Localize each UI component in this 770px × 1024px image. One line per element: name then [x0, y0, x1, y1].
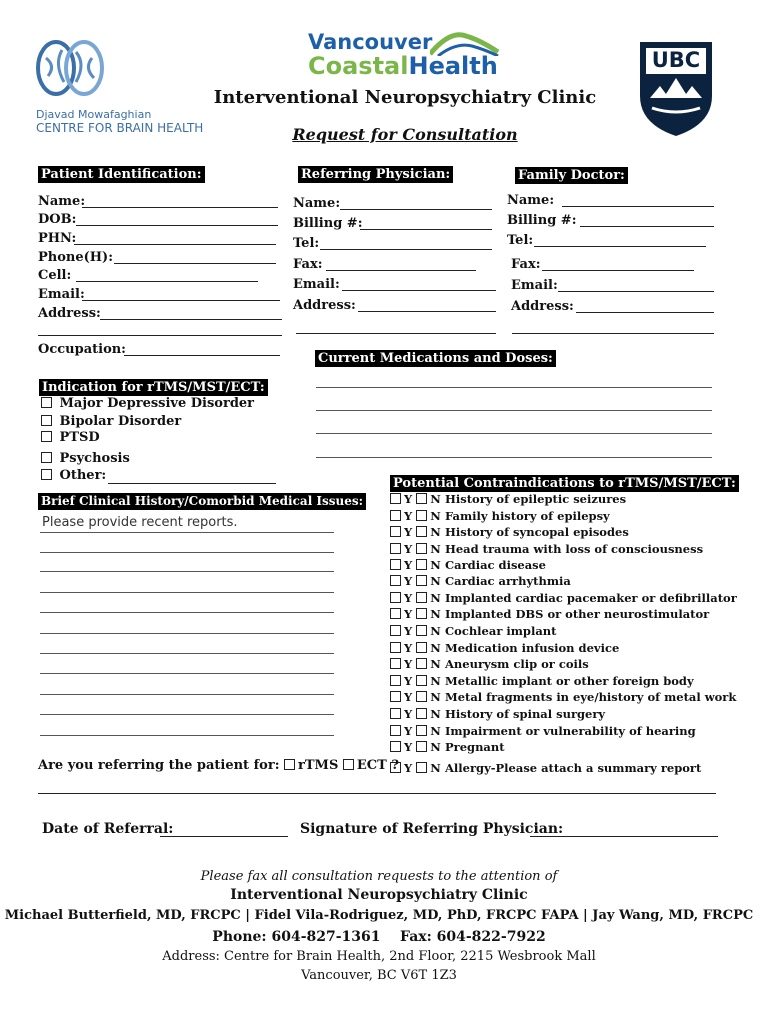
indication-bipolar[interactable] [41, 414, 181, 429]
family-section-heading: Family Doctor: [515, 167, 628, 184]
ref-billing-label: Billing #: [293, 216, 363, 231]
yes-label: Y [404, 574, 413, 588]
contraindication-label: Metallic implant or other foreign body [445, 674, 694, 688]
no-label: N [430, 542, 441, 556]
no-label: N [430, 509, 441, 523]
fam-tel-label: Tel: [507, 233, 534, 248]
no-label: N [430, 607, 441, 621]
date-of-referral-label: Date of Referral: [42, 821, 174, 837]
yes-no-options [390, 739, 445, 755]
signature-field[interactable] [530, 836, 718, 837]
referring-section-heading: Referring Physician: [298, 166, 453, 183]
no-label: N [430, 641, 441, 655]
contraindication-row [390, 524, 629, 540]
checkbox[interactable] [41, 415, 52, 426]
yes-label: Y [404, 641, 413, 655]
contraindication-label: Metal fragments in eye/history of metal work [445, 690, 737, 704]
page-title: Interventional Neuropsychiatry Clinic [213, 87, 597, 108]
ref-name-label: Name: [293, 196, 341, 211]
yes-no-options [390, 723, 445, 739]
yes-checkbox[interactable] [390, 493, 401, 504]
no-checkbox[interactable] [416, 708, 427, 719]
no-label: N [430, 674, 441, 688]
yes-checkbox[interactable] [390, 725, 401, 736]
checkbox[interactable] [41, 431, 52, 442]
yes-checkbox[interactable] [390, 642, 401, 653]
footer-contact [0, 929, 758, 945]
indication-mdd-label: Major Depressive Disorder [59, 396, 255, 411]
indication-other[interactable] [41, 468, 106, 483]
no-label: N [430, 761, 441, 775]
contraindication-label: Implanted cardiac pacemaker or defibrillator [445, 591, 737, 605]
contraindication-row [390, 656, 589, 672]
no-checkbox[interactable] [416, 510, 427, 521]
fam-address-label: Address: [511, 299, 574, 314]
fam-email-field[interactable] [558, 291, 714, 292]
yes-no-options [390, 590, 445, 606]
yes-checkbox[interactable] [390, 675, 401, 686]
fax-note: Please fax all consultation requests to the attention of [200, 869, 558, 884]
vch-coastal: Coastal [308, 52, 409, 80]
contraindications-section-heading: Potential Contraindications to rTMS/MST/ECT: [390, 475, 739, 492]
ref-billing-field[interactable] [360, 229, 492, 230]
no-label: N [430, 707, 441, 721]
yes-label: Y [404, 657, 413, 671]
yes-checkbox[interactable] [390, 592, 401, 603]
yes-no-options [390, 606, 445, 622]
patient-phn-field[interactable] [74, 244, 276, 245]
ref-fax-field[interactable] [326, 270, 476, 271]
yes-label: Y [404, 542, 413, 556]
no-checkbox[interactable] [416, 762, 427, 773]
history-line-10[interactable] [40, 714, 334, 715]
no-checkbox[interactable] [416, 658, 427, 669]
ref-email-field[interactable] [342, 290, 496, 291]
no-label: N [430, 558, 441, 572]
ect-label: ECT [356, 758, 387, 773]
contraindication-label: History of spinal surgery [445, 707, 606, 721]
yes-no-options [390, 557, 445, 573]
ref-address-label: Address: [293, 298, 356, 313]
yes-label: Y [404, 724, 413, 738]
yes-no-options [390, 656, 445, 672]
no-checkbox[interactable] [416, 642, 427, 653]
patient-section-heading: Patient Identification: [38, 166, 205, 183]
contraindication-row [390, 640, 619, 656]
yes-label: Y [404, 707, 413, 721]
yes-checkbox[interactable] [390, 691, 401, 702]
fam-name-field[interactable] [562, 206, 714, 207]
contraindication-row [390, 508, 610, 524]
indication-bipolar-label: Bipolar Disorder [59, 414, 182, 429]
contraindication-row [390, 606, 709, 622]
yes-no-options [390, 541, 445, 557]
history-line-1[interactable] [40, 532, 334, 533]
indication-section-heading: Indication for rTMS/MST/ECT: [39, 379, 268, 396]
no-checkbox[interactable] [416, 543, 427, 554]
patient-phone-label: Phone(H): [38, 250, 114, 265]
patient-name-field[interactable] [82, 207, 278, 208]
contraindication-row [390, 739, 505, 755]
ref-email-label: Email: [293, 277, 340, 292]
contraindication-row [390, 590, 737, 606]
no-label: N [430, 724, 441, 738]
footer-address: Address: Centre for Brain Health, 2nd Floor, 2215 Wesbrook Mall [162, 949, 596, 964]
contraindication-label: Allergy-Please attach a summary report [445, 761, 702, 775]
yes-no-options [390, 491, 445, 507]
referral-question-mark: ? [391, 758, 399, 773]
date-of-referral-field[interactable] [160, 836, 288, 837]
no-label: N [430, 624, 441, 638]
ref-tel-field[interactable] [320, 249, 492, 250]
contraindication-label: Impairment or vulnerability of hearing [445, 724, 696, 738]
fam-fax-field[interactable] [542, 270, 694, 271]
no-checkbox[interactable] [416, 592, 427, 603]
history-line-5[interactable] [40, 612, 334, 613]
yes-label: Y [404, 624, 413, 638]
yes-no-options [390, 706, 445, 722]
history-placeholder: Please provide recent reports. [42, 515, 238, 530]
rtms-label: rTMS [298, 758, 339, 773]
checkbox[interactable] [41, 397, 52, 408]
indication-ptsd[interactable] [41, 430, 100, 445]
fam-address-field-2[interactable] [512, 333, 714, 334]
no-checkbox[interactable] [416, 608, 427, 619]
contraindication-row [390, 706, 605, 722]
contraindication-row [390, 623, 556, 639]
contraindication-row [390, 723, 696, 739]
indication-other-label: Other: [59, 468, 107, 483]
patient-address-label: Address: [38, 306, 101, 321]
footer-clinic: Interventional Neuropsychiatry Clinic [230, 887, 528, 903]
contraindication-label: Cardiac arrhythmia [445, 574, 571, 588]
history-line-7[interactable] [40, 653, 334, 654]
patient-address-field[interactable] [100, 319, 282, 320]
ref-name-field[interactable] [340, 209, 492, 210]
no-checkbox[interactable] [416, 691, 427, 702]
yes-label: Y [404, 607, 413, 621]
contraindication-label: Head trauma with loss of consciousness [445, 542, 704, 556]
vch-line1: Vancouver [308, 30, 433, 54]
yes-no-options [390, 640, 445, 656]
contraindication-label: Aneurysm clip or coils [445, 657, 589, 671]
yes-label: Y [404, 591, 413, 605]
indication-mdd[interactable] [41, 396, 254, 411]
medications-line-1[interactable] [316, 387, 712, 388]
indication-other-field[interactable] [108, 483, 276, 484]
history-section-heading: Brief Clinical History/Comorbid Medical Issues: [38, 493, 366, 510]
patient-occupation-label: Occupation: [38, 342, 126, 357]
contraindication-row [390, 760, 701, 776]
no-checkbox[interactable] [416, 493, 427, 504]
contraindication-label: Pregnant [445, 740, 505, 754]
no-label: N [430, 574, 441, 588]
contraindication-label: History of syncopal episodes [445, 525, 629, 539]
indication-psychosis-label: Psychosis [59, 451, 130, 466]
no-checkbox[interactable] [416, 625, 427, 636]
history-line-2[interactable] [40, 552, 334, 553]
yes-checkbox[interactable] [390, 625, 401, 636]
yes-label: Y [404, 690, 413, 704]
no-checkbox[interactable] [416, 725, 427, 736]
ref-fax-label: Fax: [293, 257, 323, 272]
history-line-6[interactable] [40, 633, 334, 634]
footer-fax: Fax: 604-822-7922 [400, 929, 546, 945]
no-label: N [430, 525, 441, 539]
referral-question [38, 758, 399, 774]
medications-line-3[interactable] [316, 433, 712, 434]
yes-no-options [390, 573, 445, 589]
ect-checkbox[interactable] [343, 759, 354, 770]
page-subtitle: Request for Consultation [292, 125, 518, 144]
patient-email-field[interactable] [82, 300, 280, 301]
history-line-11[interactable] [40, 735, 334, 736]
yes-no-options [390, 524, 445, 540]
patient-name-label: Name: [38, 194, 86, 209]
ubc-text: UBC [651, 48, 701, 72]
contraindication-row [390, 573, 571, 589]
history-line-3[interactable] [40, 571, 334, 572]
yes-checkbox[interactable] [390, 510, 401, 521]
indication-ptsd-label: PTSD [59, 430, 100, 445]
footer-doctors: Michael Butterfield, MD, FRCPC | Fidel Vila-Rodriguez, MD, PhD, FRCPC FAPA | Jay Wang, MD, FRCPC [4, 908, 754, 923]
vch-logo [308, 26, 508, 82]
yes-checkbox[interactable] [390, 741, 401, 752]
yes-label: Y [404, 525, 413, 539]
contraindication-row [390, 557, 546, 573]
yes-checkbox[interactable] [390, 658, 401, 669]
vch-health: Health [408, 52, 498, 80]
contraindication-row [390, 541, 703, 557]
yes-checkbox[interactable] [390, 526, 401, 537]
yes-checkbox[interactable] [390, 543, 401, 554]
history-line-8[interactable] [40, 673, 334, 674]
yes-no-options [390, 508, 445, 524]
yes-checkbox[interactable] [390, 575, 401, 586]
patient-dob-field[interactable] [76, 225, 278, 226]
patient-address-field-2[interactable] [38, 335, 282, 336]
yes-label: Y [404, 740, 413, 754]
fam-fax-label: Fax: [511, 257, 541, 272]
contraindication-label: Medication infusion device [445, 641, 620, 655]
history-line-9[interactable] [40, 694, 334, 695]
no-label: N [430, 591, 441, 605]
yes-label: Y [404, 674, 413, 688]
checkbox[interactable] [41, 469, 52, 480]
yes-checkbox[interactable] [390, 608, 401, 619]
no-label: N [430, 657, 441, 671]
contraindication-row [390, 689, 736, 705]
ref-address-field-2[interactable] [296, 333, 496, 334]
yes-label: Y [404, 761, 413, 775]
no-checkbox[interactable] [416, 741, 427, 752]
no-checkbox[interactable] [416, 675, 427, 686]
contraindication-label: Cardiac disease [445, 558, 546, 572]
no-label: N [430, 740, 441, 754]
fam-billing-field[interactable] [580, 226, 714, 227]
no-checkbox[interactable] [416, 526, 427, 537]
contraindication-label: Cochlear implant [445, 624, 557, 638]
no-label: N [430, 492, 441, 506]
contraindication-label: Family history of epilepsy [445, 509, 610, 523]
fam-name-label: Name: [507, 193, 555, 208]
checkbox[interactable] [41, 452, 52, 463]
no-checkbox[interactable] [416, 575, 427, 586]
fam-billing-label: Billing #: [507, 213, 577, 228]
patient-occupation-field[interactable] [124, 355, 280, 356]
patient-phone-field[interactable] [114, 263, 276, 264]
referral-question-label: Are you referring the patient for: [38, 758, 280, 773]
medications-section-heading: Current Medications and Doses: [315, 350, 556, 367]
contraindication-label: History of epileptic seizures [445, 492, 627, 506]
medications-line-4[interactable] [316, 457, 712, 458]
no-checkbox[interactable] [416, 559, 427, 570]
footer-phone: Phone: 604-827-1361 [212, 929, 381, 945]
signature-label: Signature of Referring Physician: [300, 821, 564, 837]
indication-psychosis[interactable] [41, 451, 130, 466]
fam-tel-field[interactable] [534, 246, 706, 247]
patient-cell-label: Cell: [38, 268, 72, 283]
yes-label: Y [404, 492, 413, 506]
history-line-4[interactable] [40, 592, 334, 593]
fam-email-label: Email: [511, 278, 558, 293]
yes-label: Y [404, 558, 413, 572]
cbh-name-line1: Djavad Mowafaghian [36, 108, 152, 121]
contraindication-row [390, 491, 626, 507]
footer-city: Vancouver, BC V6T 1Z3 [301, 968, 457, 983]
yes-no-options [390, 623, 445, 639]
contraindication-label: Implanted DBS or other neurostimulator [445, 607, 710, 621]
patient-dob-label: DOB: [38, 212, 77, 227]
yes-no-options [390, 673, 445, 689]
yes-checkbox[interactable] [390, 708, 401, 719]
ref-address-field[interactable] [358, 311, 496, 312]
patient-email-label: Email: [38, 287, 85, 302]
patient-phn-label: PHN: [38, 231, 77, 246]
fam-address-field[interactable] [576, 312, 714, 313]
patient-cell-field[interactable] [76, 281, 258, 282]
separator-line [38, 793, 716, 794]
ref-tel-label: Tel: [293, 236, 320, 251]
cbh-name-line2: CENTRE FOR BRAIN HEALTH [36, 121, 204, 135]
yes-label: Y [404, 509, 413, 523]
contraindication-row [390, 673, 694, 689]
rtms-checkbox[interactable] [284, 759, 295, 770]
medications-line-2[interactable] [316, 410, 712, 411]
yes-checkbox[interactable] [390, 559, 401, 570]
yes-no-options [390, 689, 445, 705]
no-label: N [430, 690, 441, 704]
